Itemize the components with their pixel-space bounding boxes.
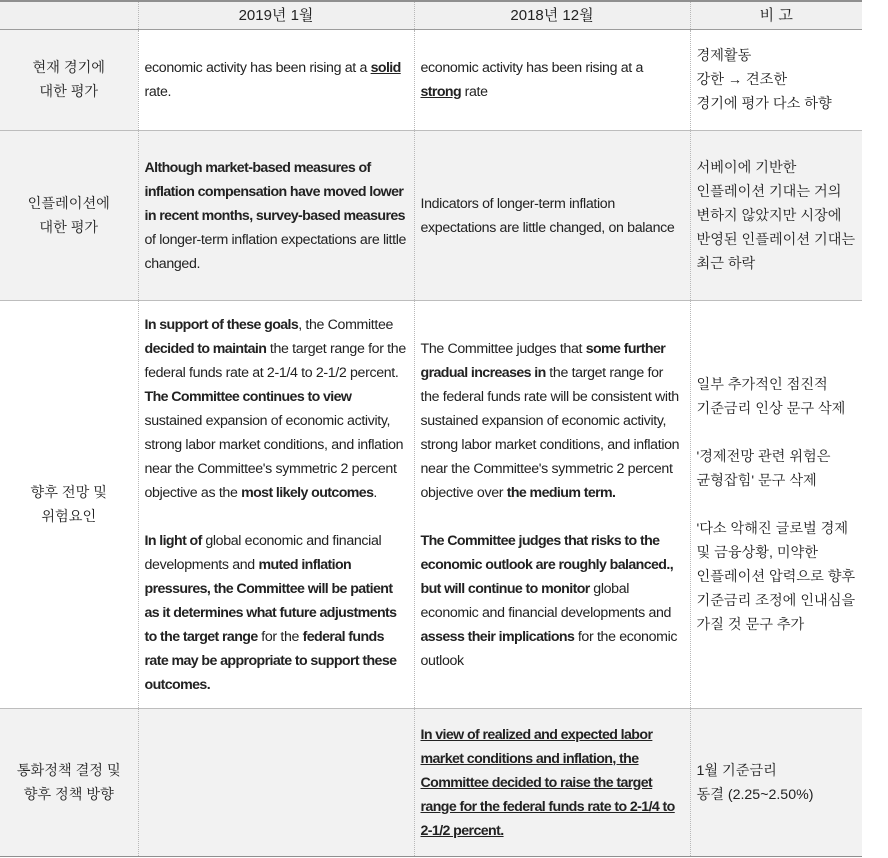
text-run: of longer-term inflation expectations are little changed. [144,231,407,272]
row-label-line: 향후 정책 방향 [23,786,114,803]
text-run: global economic and financial developments and [420,580,672,621]
row-label [0,709,138,857]
text-run: global economic and financial developments and [144,532,382,573]
text-run: Indicators of longer-term inflation expectations are little changed, on balance [420,195,675,236]
row-label-line: 인플레이션에 [27,195,110,212]
header-note: 비 고 [690,1,862,30]
note-line: 변하지 않았지만 시장에 [696,207,842,224]
text-run-bold: In view of realized and expected labor market conditions and inflation, the Committee decided to raise the target range for the federal funds rate to 2-1/4 to 2-1/2 percent. [420,726,675,839]
text-run-bold: Although market-based measures of inflation compensation have moved lower in recent months, survey-based measures [144,159,405,224]
note-line: 경제활동 [696,48,752,64]
jan-text [138,301,414,709]
note-line: 강한 → 견조한 [696,72,788,88]
note-line: 서베이에 기반한 [696,159,797,176]
text-run: . [373,484,377,501]
text-run-bold: federal funds rate may be appropriate to support these outcomes. [144,628,397,693]
note-text [690,301,862,709]
row-outlook-risks [0,301,862,709]
note-line: 최근 하락 [696,255,756,272]
note-line: 인플레이션 기대는 거의 [696,183,842,200]
text-run-bold: decided to maintain [144,340,267,357]
text-run-bold: muted inflation pressures, the Committee will be patient as it determines what future adjustments to the target range [144,556,397,645]
dec-text [414,301,690,709]
row-current-economy [0,30,862,131]
text-run: economic activity has been rising at a [144,60,371,76]
row-label-line: 현재 경기에 [32,60,105,76]
row-label-line: 대한 평가 [39,84,99,100]
row-label [0,131,138,301]
text-run: , the Committee [298,316,394,333]
text-run: The Committee judges that [420,340,586,357]
note-line: 및 금융상황, 미약한 [696,544,818,561]
text-run-bold: some further gradual increases in [420,340,666,381]
text-run-bold: In support of these goals [144,316,299,333]
row-inflation [0,131,862,301]
text-run: rate. [144,84,172,100]
note-line: 반영된 인플레이션 기대는 [696,231,856,248]
dec-text [414,30,690,131]
row-label-line: 통화정책 결정 및 [16,762,121,779]
text-run-bold: assess their implications [420,628,575,645]
text-run: for the [257,628,303,645]
row-label [0,30,138,131]
dec-text [414,131,690,301]
text-run-bold: solid [370,60,401,76]
note-line: '다소 악해진 글로벌 경제 [696,520,849,537]
text-run: the target range for the federal funds rate at 2-1/4 to 2-1/2 percent. [144,340,406,381]
text-run-bold: the medium term. [506,484,616,501]
jan-text [138,131,414,301]
row-label-line: 위험요인 [41,508,97,525]
row-policy-decision [0,709,862,857]
text-run: sustained expansion of economic activity, strong labor market conditions, and inflation near the Committee's symmetric 2 percent objective as the [144,412,404,501]
header-row [0,1,862,30]
note-text [690,30,862,131]
note-line: 기준금리 인상 문구 삭제 [696,400,846,417]
note-line: 기준금리 조정에 인내심을 [696,592,856,609]
text-run-bold: The Committee judges that risks to the economic outlook are roughly balanced. [420,532,670,573]
text-run: the target range for the federal funds rate will be consistent with sustained expansion of economic activity, strong labor market conditions, and inflation near the Committee's symmetric 2 percent objective over [420,364,680,501]
note-line: 동결 (2.25~2.50%) [696,786,814,803]
row-label-line: 대한 평가 [39,219,99,236]
note-line: 경기에 평가 다소 하향 [696,96,832,112]
row-label [0,301,138,709]
text-run: economic activity has been rising at a [420,60,643,76]
text-run: for the economic outlook [420,628,678,669]
note-line: 균형잡힘' 문구 삭제 [696,472,817,489]
header-jan-2019: 2019년 1월 [138,1,414,30]
note-line: 1월 기준금리 [696,762,777,779]
note-line: '경제전망 관련 위험은 [696,448,831,465]
text-run-bold: , but will continue to monitor [420,556,674,597]
row-label-line: 향후 전망 및 [30,484,107,501]
header-blank [0,1,138,30]
text-run-bold: In light of [144,532,202,549]
note-line: 인플레이션 압력으로 향후 [696,568,856,585]
note-text [690,131,862,301]
header-dec-2018: 2018년 12월 [414,1,690,30]
jan-text [138,709,414,857]
note-line: 일부 추가적인 점진적 [696,376,828,393]
text-run-bold: The Committee continues to view [144,388,352,405]
dec-text [414,709,690,857]
note-line: 가질 것 문구 추가 [696,616,805,633]
text-run-bold: strong [420,84,462,100]
text-run-bold: most likely outcomes [241,484,374,501]
jan-text [138,30,414,131]
text-run: rate [461,84,488,100]
note-text [690,709,862,857]
